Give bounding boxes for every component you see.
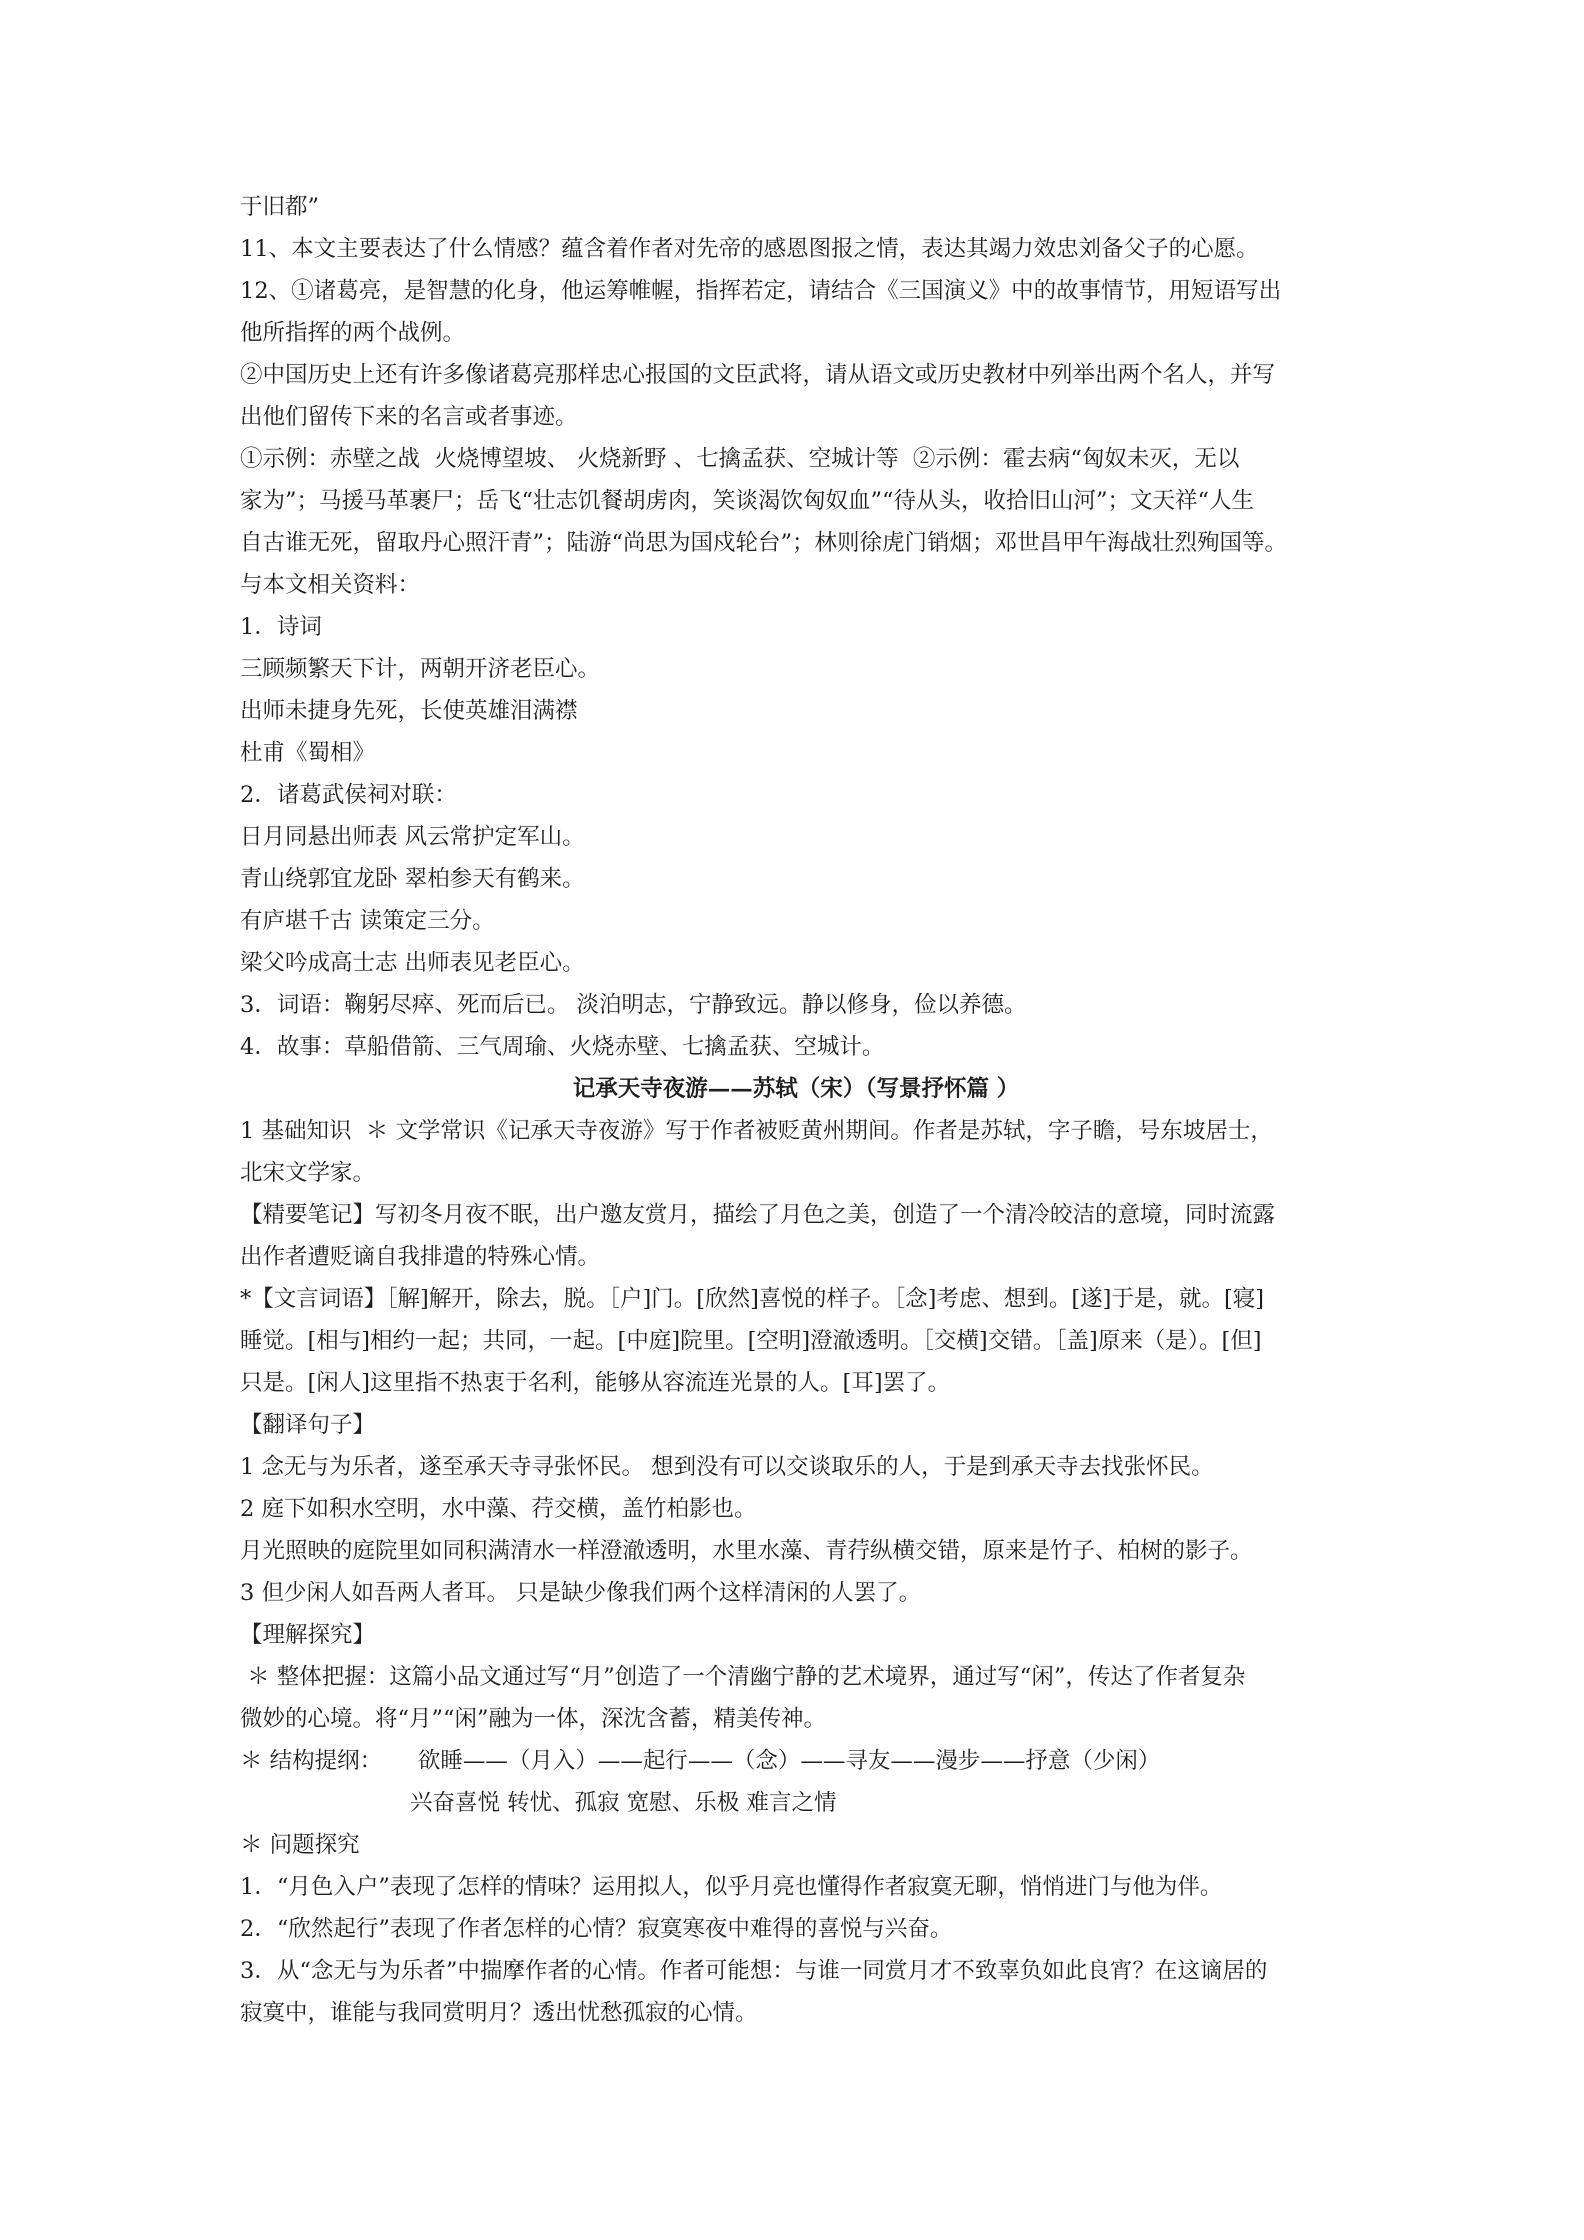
text-line: 1．“月色入户”表现了怎样的情味？运用拟人，似乎月亮也懂得作者寂寞无聊，悄悄进门与他为伴。 (240, 1874, 1223, 1900)
text-line: 青山绕郭宜龙卧 翠柏参天有鹤来。 (240, 866, 585, 892)
text-line: 出作者遭贬谪自我排遣的特殊心情。 (240, 1244, 601, 1270)
text-line: 2 庭下如积水空明，水中藻、荇交横，盖竹柏影也。 (240, 1496, 757, 1522)
text-line: 【翻译句子】 (240, 1412, 376, 1438)
text-line: 1 念无与为乐者，遂至承天寺寻张怀民。 想到没有可以交谈取乐的人，于是到承天寺去找张怀民。 (240, 1454, 1214, 1480)
text-line: 梁父吟成高士志 出师表见老臣心。 (240, 950, 585, 976)
text-line: 家为”；马援马革裹尸；岳飞“壮志饥餐胡虏肉，笑谈渴饮匈奴血”“待从头，收拾旧山河”；文天祥“人生 (240, 488, 1255, 514)
text-line: ＊ 问题探究 (240, 1832, 360, 1858)
document-page (240, 186, 1352, 2034)
text-line: 4．故事：草船借箭、三气周瑜、火烧赤壁、七擒孟获、空城计。 (240, 1034, 885, 1060)
text-line: ①示例：赤壁之战 火烧博望坡、 火烧新野 、七擒孟获、空城计等 ②示例：霍去病“匈奴未灭，无以 (240, 446, 1240, 472)
text-line: 出他们留传下来的名言或者事迹。 (240, 404, 578, 430)
text-line: ＊ 整体把握：这篇小品文通过写“月”创造了一个清幽宁静的艺术境界，通过写“闲”，传达了作者复杂 (240, 1664, 1246, 1690)
text-line: 12、①诸葛亮，是智慧的化身，他运筹帷幄，指挥若定，请结合《三国演义》中的故事情节，用短语写出 (240, 278, 1282, 304)
structure-line: 兴奋喜悦 转忧、孤寂 宽慰、乐极 难言之情 (410, 1790, 837, 1816)
text-line: 北宋文学家。 (240, 1160, 376, 1186)
text-line: 月光照映的庭院里如同积满清水一样澄澈透明，水里水藻、青荇纵横交错，原来是竹子、柏树的影子。 (240, 1538, 1253, 1564)
text-line: 1．诗词 (240, 614, 322, 640)
text-line: ②中国历史上还有许多像诸葛亮那样忠心报国的文臣武将，请从语文或历史教材中列举出两个名人，并写 (240, 362, 1276, 388)
text-line: 三顾频繁天下计，两朝开济老臣心。 (240, 656, 601, 682)
text-line: 3．词语：鞠躬尽瘁、死而后已。 淡泊明志，宁静致远。静以修身，俭以养德。 (240, 992, 1027, 1018)
text-line: 3．从“念无与为乐者”中揣摩作者的心情。作者可能想：与谁一同赏月才不致辜负如此良宵？在这谪居的 (240, 1958, 1268, 1984)
text-line: 2．“欣然起行”表现了作者怎样的心情？寂寞寒夜中难得的喜悦与兴奋。 (240, 1916, 953, 1942)
text-line: 自古谁无死，留取丹心照汗青”；陆游“尚思为国戍轮台”；林则徐虎门销烟；邓世昌甲午海战壮烈殉国等。 (240, 530, 1288, 556)
text-line: 于旧都” (240, 194, 320, 220)
section-title: 记承天寺夜游——苏轼（宋）（写景抒怀篇 ） (572, 1076, 1020, 1102)
text-line: 有庐堪千古 读策定三分。 (240, 908, 495, 934)
text-line: 【理解探究】 (240, 1622, 376, 1648)
text-line: 只是。[闲人]这里指不热衷于名利，能够从容流连光景的人。[耳]罢了。 (240, 1370, 951, 1396)
text-line: 杜甫《蜀相》 (240, 740, 376, 766)
text-line: 与本文相关资料： (240, 572, 421, 598)
text-line: 出师未捷身先死，长使英雄泪满襟 (240, 698, 578, 724)
text-line: 11、本文主要表达了什么情感？蕴含着作者对先帝的感恩图报之情，表达其竭力效忠刘备父子的心愿。 (240, 236, 1259, 262)
text-line: 3 但少闲人如吾两人者耳。 只是缺少像我们两个这样清闲的人罢了。 (240, 1580, 922, 1606)
text-line: *【文言词语】［解]解开，除去，脱。［户]门。[欣然]喜悦的样子。［念]考虑、想到。[遂]于是，就。[寝] (240, 1286, 1265, 1312)
text-line: 日月同悬出师表 风云常护定军山。 (240, 824, 585, 850)
text-line: 他所指挥的两个战例。 (240, 320, 466, 346)
text-line: 1 基础知识 ＊ 文学常识《记承天寺夜游》写于作者被贬黄州期间。作者是苏轼，字子瞻，号东坡居士， (240, 1118, 1273, 1144)
text-line: 微妙的心境。将“月”“闲”融为一体，深沈含蓄，精美传神。 (240, 1706, 827, 1732)
text-line: 寂寞中，谁能与我同赏明月？透出忧愁孤寂的心情。 (240, 2000, 758, 2026)
text-line: 睡觉。[相与]相约一起；共同，一起。[中庭]院里。[空明]澄澈透明。［交横]交错。［盖]原来（是）。[但] (240, 1328, 1262, 1354)
text-line: 2．诸葛武侯祠对联： (240, 782, 457, 808)
text-line: 【精要笔记】写初冬月夜不眠，出户邀友赏月，描绘了月色之美，创造了一个清冷皎洁的意境，同时流露 (240, 1202, 1276, 1228)
text-line: ＊ 结构提纲： 欲睡——（月入）——起行——（念）——寻友——漫步——抒意（少闲） (240, 1748, 1161, 1774)
